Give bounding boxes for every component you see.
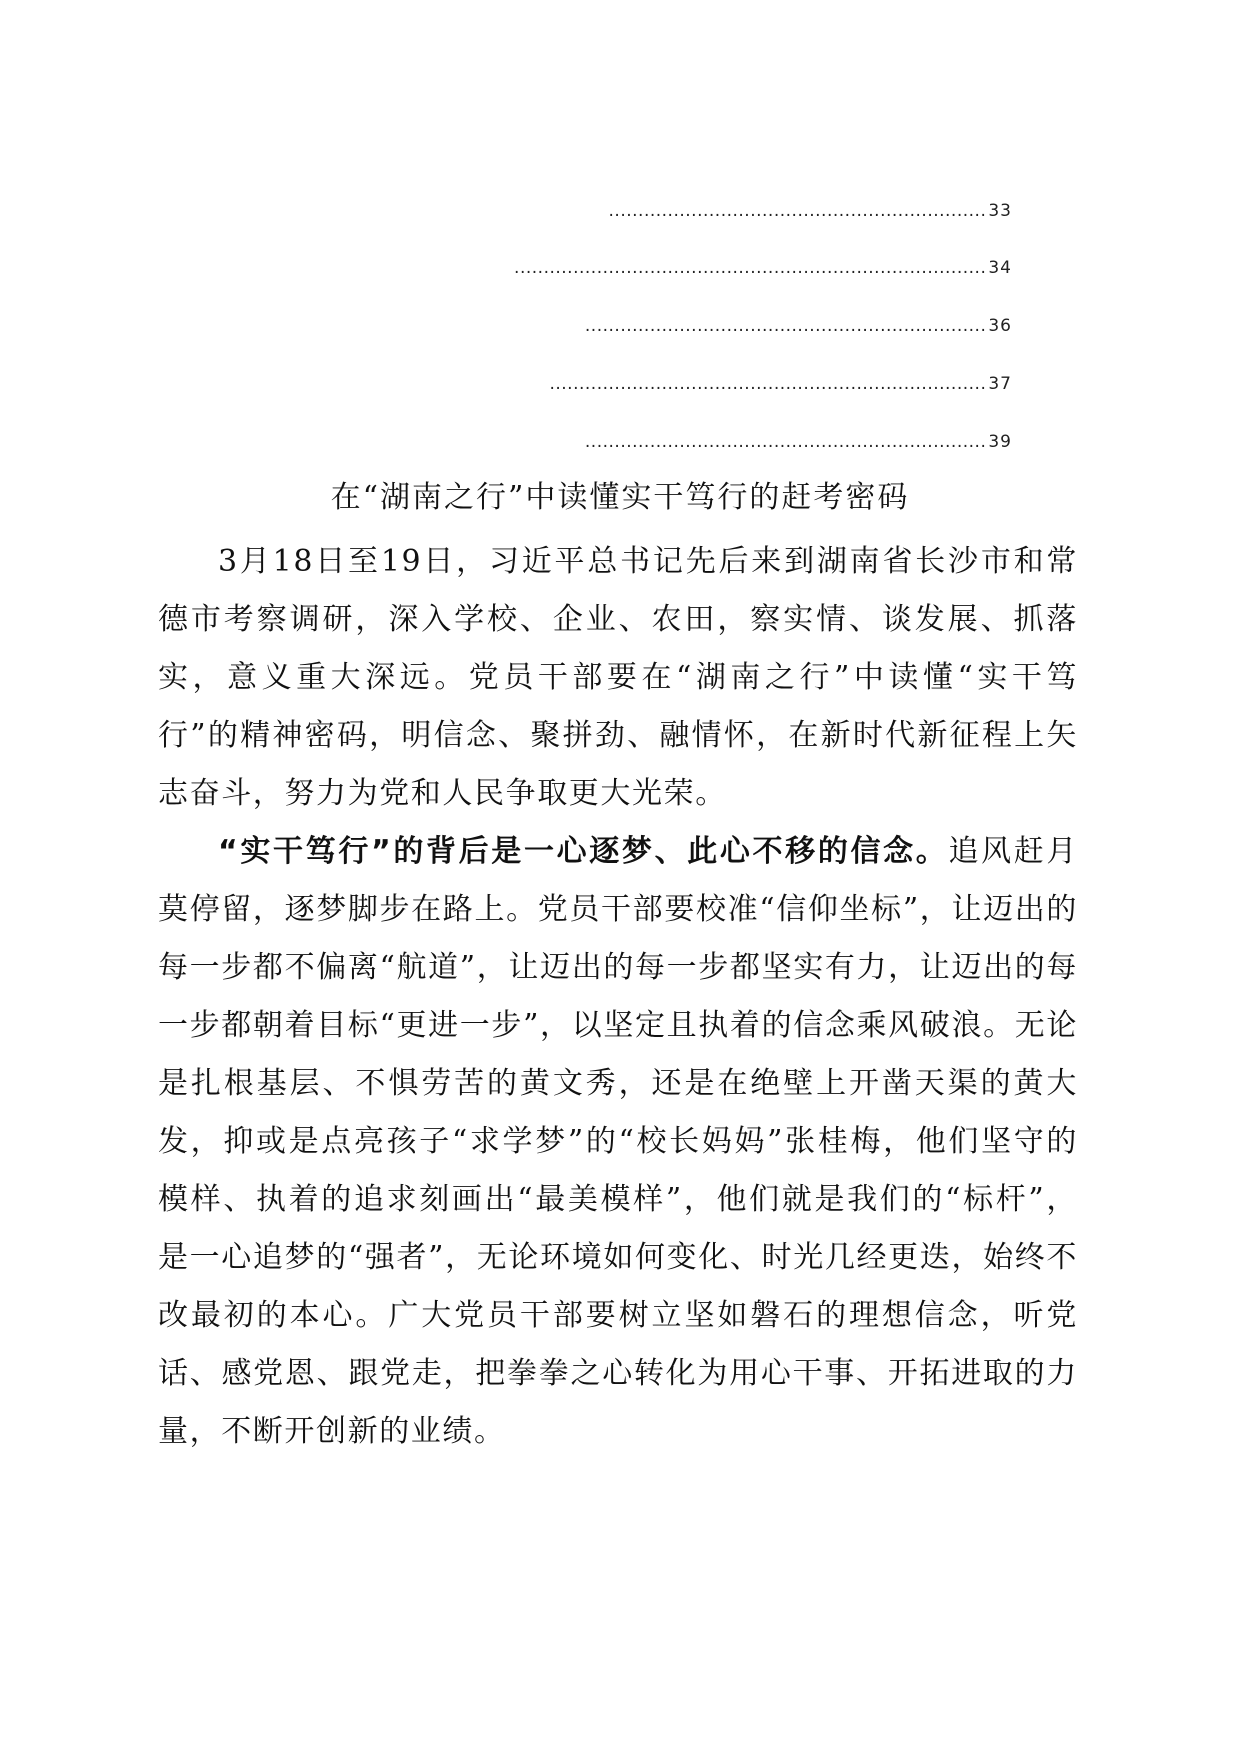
toc-page-number: 34 bbox=[988, 258, 1012, 278]
toc-leader-dots: ................................................................................ bbox=[514, 258, 987, 278]
article-body bbox=[158, 533, 1078, 1461]
toc-leader-dots: .................................................................... bbox=[584, 432, 987, 452]
article-paragraph bbox=[158, 823, 1078, 1461]
toc-entry[interactable] bbox=[465, 369, 1012, 399]
toc-page-number: 39 bbox=[988, 432, 1012, 452]
toc-page-number: 37 bbox=[988, 374, 1012, 394]
toc-leader-dots: .......................................................................... bbox=[549, 374, 987, 394]
toc-entry[interactable] bbox=[570, 196, 1012, 226]
paragraph-lead-sentence: “实干笃行”的背后是一心逐梦、此心不移的信念。 bbox=[218, 834, 949, 869]
toc-entry[interactable] bbox=[528, 311, 1012, 341]
toc-entry[interactable] bbox=[534, 427, 1012, 457]
toc-page-number: 36 bbox=[988, 316, 1012, 336]
article-paragraph: 3月18日至19日，习近平总书记先后来到湖南省长沙市和常德市考察调研，深入学校、企业、农田，察实情、谈发展、抓落实，意义重大深远。党员干部要在“湖南之行”中读懂“实干笃行”的精神密码，明信念、聚拼劲、融情怀，在新时代新征程上矢志奋斗，努力为党和人民争取更大光荣。 bbox=[158, 544, 1078, 811]
toc-leader-dots: ................................................................ bbox=[608, 201, 987, 221]
paragraph-body-text: 追风赶月莫停留，逐梦脚步在路上。党员干部要校准“信仰坐标”，让迈出的每一步都不偏离“航道”，让迈出的每一步都坚实有力，让迈出的每一步都朝着目标“更进一步”，以坚定且执着的信念乘风破浪。无论是扎根基层、不惧劳苦的黄文秀，还是在绝壁上开凿天渠的黄大发，抑或是点亮孩子“求学梦”的“校长妈妈”张桂梅，他们坚守的模样、执着的追求刻画出“最美模样”，他们就是我们的“标杆”，是一心追梦的“强者”，无论环境如何变化、时光几经更迭，始终不改最初的本心。广大党员干部要树立坚如磐石的理想信念，听党话、感党恩、跟党走，把拳拳之心转化为用心干事、开拓进取的力量，不断开创新的业绩。 bbox=[158, 834, 1078, 1449]
toc-leader-dots: .................................................................... bbox=[584, 316, 987, 336]
toc-entry[interactable] bbox=[450, 253, 1012, 283]
toc-page-number: 33 bbox=[988, 201, 1012, 221]
article-title: 在“湖南之行”中读懂实干笃行的赶考密码 bbox=[330, 480, 910, 515]
